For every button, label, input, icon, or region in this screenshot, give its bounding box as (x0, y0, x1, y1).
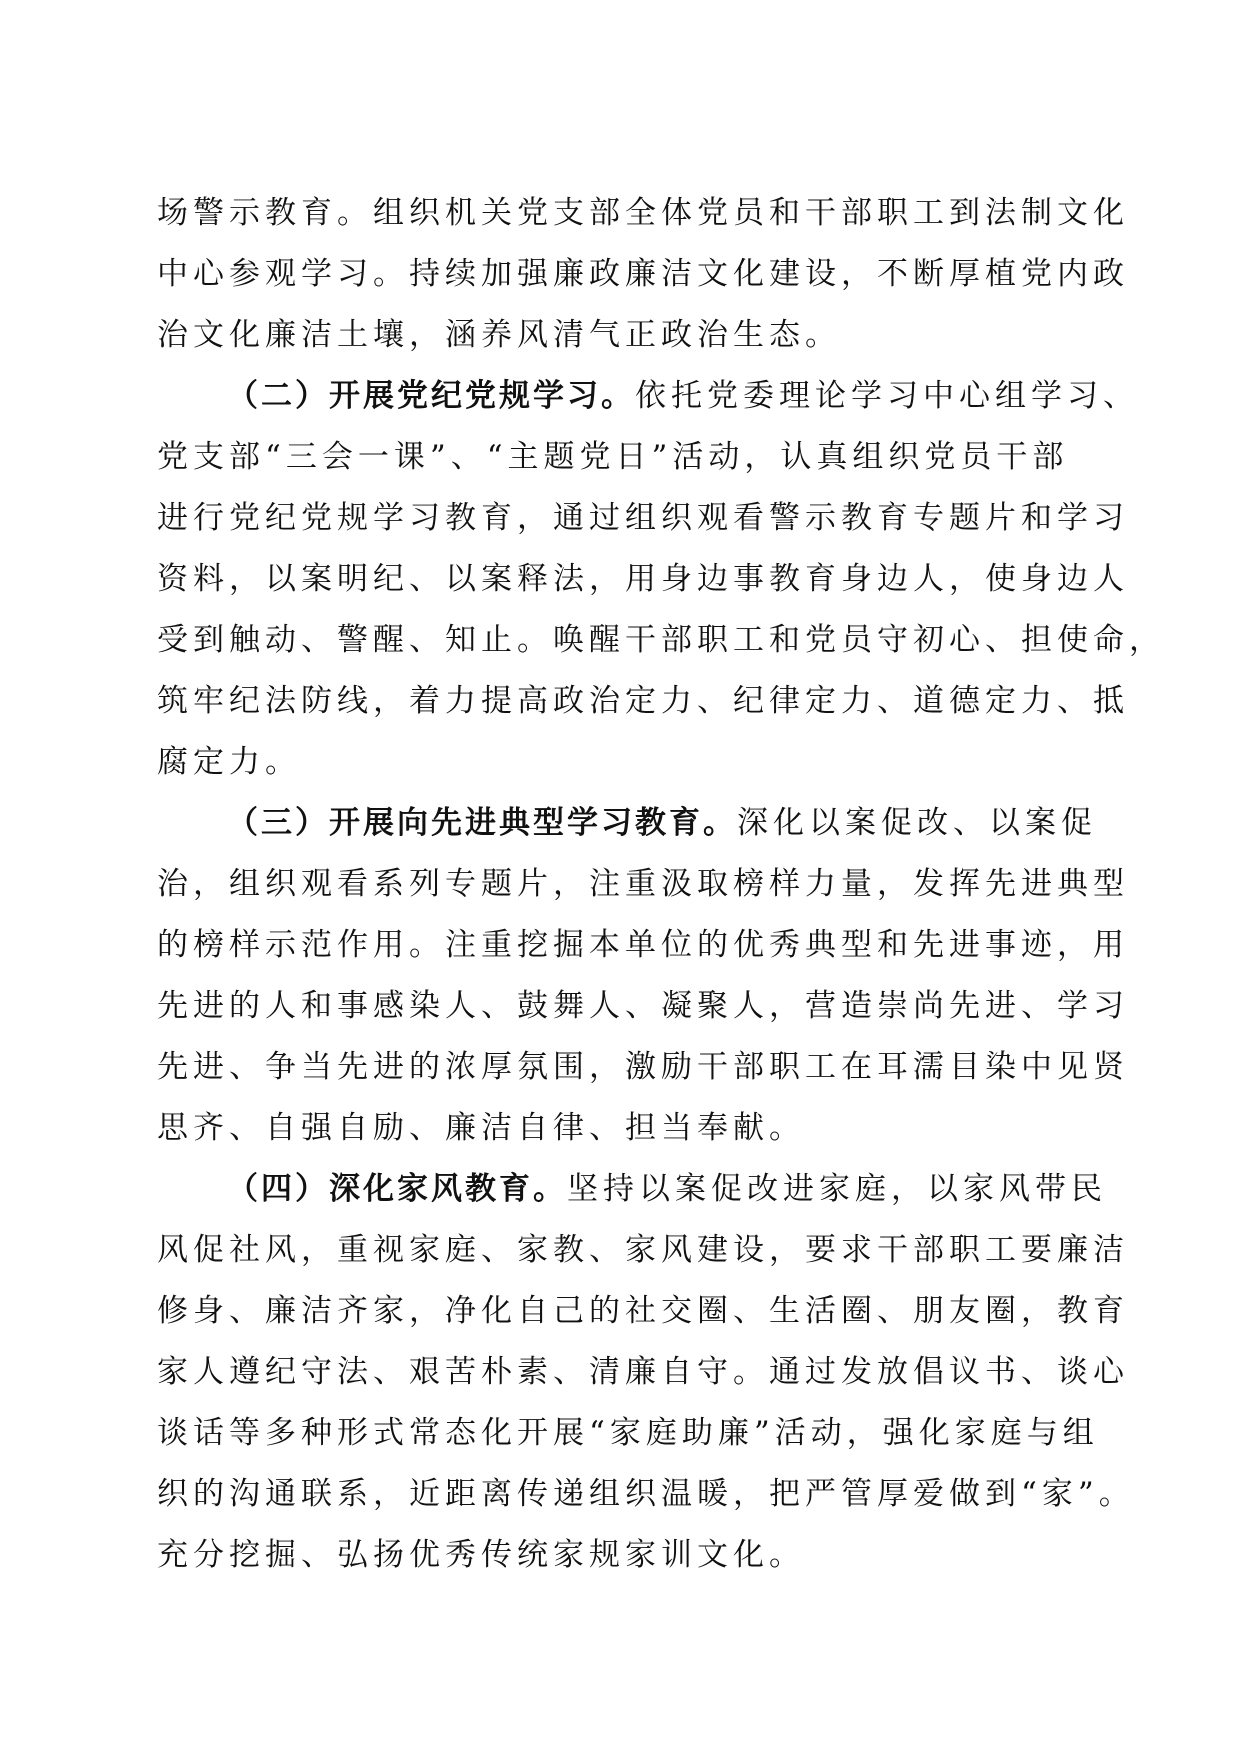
section-heading: （二）开展党纪党规学习。 (227, 378, 635, 414)
text-line: 充分挖掘、弘扬优秀传统家规家训文化。 (157, 1537, 805, 1573)
paragraph-first-line (157, 1159, 1107, 1220)
text-line: 家人遵纪守法、艰苦朴素、清廉自守。通过发放倡议书、谈心 (157, 1354, 1129, 1390)
text-line: 修身、廉洁齐家，净化自己的社交圈、生活圈、朋友圈，教育 (157, 1293, 1129, 1329)
text-line: 先进的人和事感染人、鼓舞人、凝聚人，营造崇尚先进、学习 (157, 988, 1129, 1024)
text-line: 谈话等多种形式常态化开展“家庭助廉”活动，强化家庭与组 (157, 1415, 1099, 1451)
paragraph-3 (157, 793, 1129, 1159)
text-run: 依托党委理论学习中心组学习、 (635, 378, 1139, 414)
text-line: 织的沟通联系，近距离传递组织温暖，把严管厚爱做到“家”。 (157, 1476, 1135, 1512)
document-body (157, 183, 1165, 1586)
paragraph-1 (157, 183, 1129, 366)
paragraph-4 (157, 1159, 1135, 1586)
text-line: 受到触动、警醒、知止。唤醒干部职工和党员守初心、担使命， (157, 622, 1165, 658)
paragraph-first-line (157, 793, 1097, 854)
text-line: 党支部“三会一课”、“主题党日”活动，认真组织党员干部 (157, 439, 1069, 475)
text-line: 腐定力。 (157, 744, 301, 780)
text-line: 场警示教育。组织机关党支部全体党员和干部职工到法制文化 (157, 195, 1129, 231)
text-line: 先进、争当先进的浓厚氛围，激励干部职工在耳濡目染中见贤 (157, 1049, 1129, 1085)
paragraph-first-line (157, 366, 1139, 427)
text-line: 的榜样示范作用。注重挖掘本单位的优秀典型和先进事迹，用 (157, 927, 1129, 963)
text-line: 风促社风，重视家庭、家教、家风建设，要求干部职工要廉洁 (157, 1232, 1129, 1268)
section-heading: （四）深化家风教育。 (227, 1171, 567, 1207)
text-line: 中心参观学习。持续加强廉政廉洁文化建设，不断厚植党内政 (157, 256, 1129, 292)
text-line: 筑牢纪法防线，着力提高政治定力、纪律定力、道德定力、抵 (157, 683, 1129, 719)
section-heading: （三）开展向先进典型学习教育。 (227, 805, 737, 841)
text-line: 资料，以案明纪、以案释法，用身边事教育身边人，使身边人 (157, 561, 1129, 597)
text-run: 深化以案促改、以案促 (737, 805, 1097, 841)
paragraph-2 (157, 366, 1165, 793)
text-line: 思齐、自强自励、廉洁自律、担当奉献。 (157, 1110, 805, 1146)
text-run: 坚持以案促改进家庭，以家风带民 (567, 1171, 1107, 1207)
text-line: 治文化廉洁土壤，涵养风清气正政治生态。 (157, 317, 841, 353)
text-line: 治，组织观看系列专题片，注重汲取榜样力量，发挥先进典型 (157, 866, 1129, 902)
text-line: 进行党纪党规学习教育，通过组织观看警示教育专题片和学习 (157, 500, 1129, 536)
